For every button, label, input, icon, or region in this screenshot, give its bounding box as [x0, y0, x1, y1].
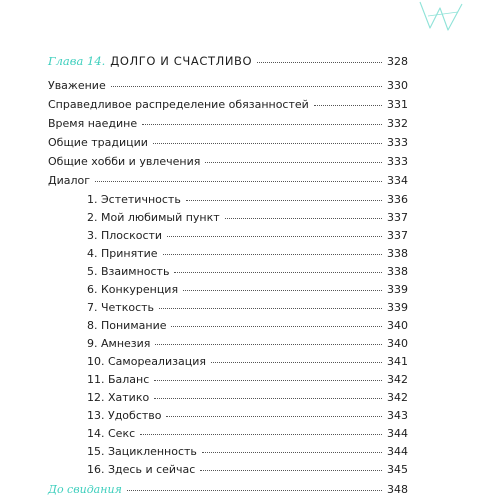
- toc-subentry[interactable]: [87, 445, 408, 459]
- page-number: 334: [387, 174, 408, 187]
- toc-subentry[interactable]: [87, 247, 408, 261]
- page-number: 348: [387, 483, 408, 496]
- page-number: 339: [387, 301, 408, 314]
- dot-leader: [200, 470, 382, 471]
- dot-leader: [153, 143, 382, 144]
- entry-title: 1. Эстетичность: [87, 193, 181, 206]
- page-number: 337: [387, 211, 408, 224]
- page-number: 340: [387, 337, 408, 350]
- toc-entry[interactable]: [48, 98, 408, 112]
- dot-leader: [174, 272, 382, 273]
- dot-leader: [225, 218, 382, 219]
- entry-title: 2. Мой любимый пункт: [87, 211, 220, 224]
- dot-leader: [127, 490, 382, 491]
- entry-title: 16. Здесь и сейчас: [87, 463, 196, 476]
- entry-title: Общие традиции: [48, 136, 148, 149]
- page-number: 338: [387, 265, 408, 278]
- dot-leader: [171, 326, 382, 327]
- dot-leader: [183, 290, 382, 291]
- epilogue-title: До свидания: [48, 483, 122, 496]
- toc-entry[interactable]: [48, 117, 408, 131]
- dot-leader: [166, 416, 382, 417]
- chapter-label: Глава 14.: [48, 54, 106, 68]
- entry-title: Диалог: [48, 174, 91, 187]
- page-number: 339: [387, 283, 408, 296]
- dot-leader: [142, 124, 382, 125]
- page-number: 342: [387, 391, 408, 404]
- dot-leader: [257, 62, 382, 63]
- page-number: 331: [387, 98, 408, 111]
- page-number: 344: [387, 427, 408, 440]
- entry-title: Время наедине: [48, 117, 138, 130]
- toc-subentry[interactable]: [87, 319, 408, 333]
- entry-title: 10. Самореализация: [87, 355, 206, 368]
- toc-entry[interactable]: [48, 79, 408, 93]
- dot-leader: [202, 452, 382, 453]
- toc-subentry[interactable]: [87, 193, 408, 207]
- entry-title: Уважение: [48, 79, 106, 92]
- entry-title: 6. Конкуренция: [87, 283, 179, 296]
- toc-entry[interactable]: [48, 155, 408, 169]
- toc-subentry[interactable]: [87, 409, 408, 423]
- entry-title: 13. Удобство: [87, 409, 162, 422]
- dot-leader: [154, 398, 382, 399]
- entry-title: 5. Взаимность: [87, 265, 170, 278]
- page-number: 330: [387, 79, 408, 92]
- entry-title: Справедливое распределение обязанностей: [48, 98, 309, 111]
- entry-title: 4. Принятие: [87, 247, 158, 260]
- page-number: 341: [387, 355, 408, 368]
- entry-title: 11. Баланс: [87, 373, 150, 386]
- toc-subentry[interactable]: [87, 373, 408, 387]
- page-number: 338: [387, 247, 408, 260]
- dot-leader: [167, 236, 382, 237]
- dot-leader: [155, 344, 382, 345]
- page-number: 333: [387, 155, 408, 168]
- page-number: 332: [387, 117, 408, 130]
- toc-subentry[interactable]: [87, 355, 408, 369]
- toc-subentry[interactable]: [87, 283, 408, 297]
- toc-subentry[interactable]: [87, 301, 408, 315]
- entry-title: 14. Секс: [87, 427, 136, 440]
- dot-leader: [186, 200, 382, 201]
- toc-entry[interactable]: [48, 136, 408, 150]
- page-number: 328: [387, 55, 408, 68]
- toc-subentry[interactable]: [87, 427, 408, 441]
- dot-leader: [111, 86, 382, 87]
- dot-leader: [159, 308, 382, 309]
- chapter-title: ДОЛГО И СЧАСТЛИВО: [110, 54, 253, 68]
- toc-chapter-row[interactable]: [48, 54, 408, 69]
- toc-epilogue-row[interactable]: [48, 483, 408, 497]
- page-number: 336: [387, 193, 408, 206]
- dot-leader: [314, 105, 382, 106]
- toc-subentry[interactable]: [87, 211, 408, 225]
- toc-subentry[interactable]: [87, 229, 408, 243]
- entry-title: 15. Зацикленность: [87, 445, 197, 458]
- toc-subentry[interactable]: [87, 265, 408, 279]
- page-number: 340: [387, 319, 408, 332]
- page-number: 333: [387, 136, 408, 149]
- toc-entry[interactable]: [48, 174, 408, 188]
- dot-leader: [140, 434, 382, 435]
- toc-subentry[interactable]: [87, 337, 408, 351]
- dot-leader: [95, 181, 382, 182]
- page-number: 344: [387, 445, 408, 458]
- toc-subentry[interactable]: [87, 463, 408, 477]
- dot-leader: [163, 254, 382, 255]
- page-number: 345: [387, 463, 408, 476]
- entry-title: 9. Амнезия: [87, 337, 151, 350]
- dot-leader: [211, 362, 382, 363]
- toc-subentry[interactable]: [87, 391, 408, 405]
- page-number: 343: [387, 409, 408, 422]
- entry-title: 3. Плоскости: [87, 229, 163, 242]
- page-number: 342: [387, 373, 408, 386]
- entry-title: 12. Хатико: [87, 391, 150, 404]
- dot-leader: [205, 162, 382, 163]
- page-number: 337: [387, 229, 408, 242]
- entry-title: 8. Понимание: [87, 319, 167, 332]
- dot-leader: [154, 380, 382, 381]
- entry-title: Общие хобби и увлечения: [48, 155, 201, 168]
- entry-title: 7. Четкость: [87, 301, 155, 314]
